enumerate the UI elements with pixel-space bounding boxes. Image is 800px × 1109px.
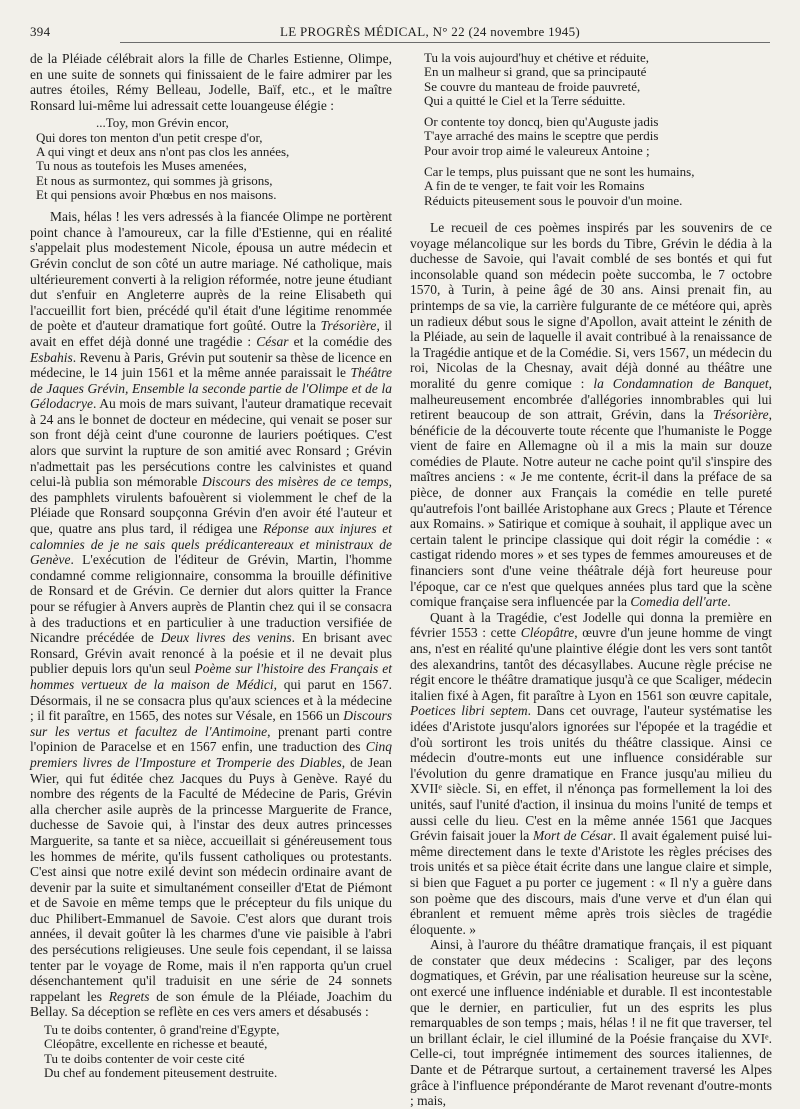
verse-line: Se couvre du manteau de froide pauvreté,: [424, 78, 641, 94]
verse-line: En un malheur si grand, que sa principauté: [424, 64, 647, 80]
paragraph-olimpe: de la Pléiade célébrait alors la fille de Charles Estienne, Olimpe, en une suite de sonnets qui finissaient de le faire admirer par les autres étoiles, Rémy Belleau, Jodelle, Baïf, etc., et le maître Ronsard lui-même lui adressait cette louangeuse élégie :: [30, 51, 392, 113]
verse-line: Or contente toy doncq, bien qu'Auguste jadis: [424, 114, 659, 130]
page-header: [30, 24, 770, 40]
verse-line: Car le temps, plus puissant que ne sont les humains,: [424, 164, 695, 180]
verse-sonnet-part1: [30, 1023, 392, 1080]
verse-line: Réduicts piteusement sous le pouvoir d'un moine.: [424, 192, 683, 208]
page-number: 394: [30, 24, 51, 39]
verse-sonnet-part4: [410, 165, 772, 208]
verse-line: Cléopâtre, excellente en richesse et beauté,: [44, 1036, 268, 1052]
running-title: LE PROGRÈS MÉDICAL, N° 22 (24 novembre 1945): [279, 24, 580, 39]
verse-line: T'aye arraché des mains le sceptre que perdis: [424, 128, 659, 144]
verse-line: Et qui pensions avoir Phœbus en nos maisons.: [36, 186, 277, 202]
paragraph-aurore: Ainsi, à l'aurore du théâtre dramatique français, il est piquant de constater que deux médecins : Scaliger, par des leçons dogmatiques, et Grévin, par une réalisation heureuse sur la scène, ont exercé une influence indéniable et durable. Il est incontestable que le dernier, en particulier, fut un des esprits les plus remarquables de son temps ; mais, hélas ! il ne fit que traverser, tel un brillant éclair, le ciel illuminé de la Poésie française du XVIᵉ. Celle-ci, tout imprégnée intimement des sources italiennes, de Dante et de Pétrarque surtout, a certainement traversé les Alpes grâce à l'influence prépondérante de Marot revenant d'outre-monts ; mais,: [410, 937, 772, 1109]
verse-line: Pour avoir trop aimé le valeureux Antoine ;: [424, 142, 650, 158]
verse-ronsard: [30, 116, 392, 202]
right-column: [410, 51, 772, 1109]
paragraph-tragedie: Quant à la Tragédie, c'est Jodelle qui donna la première en février 1553 : cette Cléopâtre, œuvre d'un jeune homme de vingt ans, n'est en réalité qu'une plaintive élégie dont les vers sont tantôt des alexandrins, tantôt des décasyllabes. Aucune règle précise ne régit encore le théâtre dramatique jusqu'à ce que Scaliger, médecin italien fixé à Agen, fit paraître à Lyon en 1561 son œuvre capitale, Poetices libri septem. Dans cet ouvrage, l'auteur systématise les idées d'Aristote jusqu'alors ignorées sur l'épopée et la tragédie et d'où sortiront les trois unités du théâtre classique. Ainsi ce médecin d'outre-monts eut une influence considérable sur l'évolution du genre dramatique en France jusqu'au milieu du XVIIᵉ siècle. Si, en effet, il n'énonça pas formellement la loi des unités, sauf l'unité d'action, il insinua du moins l'unité de temps et aussi celle du lieu. C'est en la même année 1561 que Jacques Grévin faisait jouer la Mort de César. Il avait également puisé lui-même directement dans le texte d'Aristote les règles précises des trois unités et sa pièce était écrite dans une langue claire et simple, si bien que Faguet a pu porter ce jugement : « Il n'y a guère dans son poème que des discours, mais d'une verve et d'un élan qui ébranlent et remuent même après trois siècles de tragédie éloquente. »: [410, 609, 773, 937]
verse-sonnet-part2: [410, 51, 772, 108]
verse-line: Qui dores ton menton d'un petit crespe d'or,: [36, 129, 263, 145]
verse-line: Qui a quitté le Ciel et la Terre séduitte.: [424, 92, 626, 108]
verse-line: Tu te doibs contenter de voir ceste cité: [44, 1050, 245, 1066]
verse-line: Tu la vois aujourd'huy et chétive et réduite,: [424, 50, 649, 65]
verse-line: A qui vingt et deux ans n'ont pas clos les années,: [36, 143, 290, 159]
left-column: [30, 51, 392, 1087]
verse-line: ...Toy, mon Grévin encor,: [96, 115, 229, 131]
verse-line: A fin de te venger, te fait voir les Romains: [424, 178, 645, 194]
verse-sonnet-part3: [410, 115, 772, 158]
verse-line: Du chef au fondement piteusement destruite.: [44, 1064, 278, 1080]
verse-line: Et nous as surmontez, qui sommes jà grisons,: [36, 172, 273, 188]
paragraph-recueil: Le recueil de ces poèmes inspirés par les souvenirs de ce voyage mélancolique sur les bords du Tibre, Grévin le dédia à la duchesse de Savoie, qui l'avait comblé de ses bontés et qui fut inconsolable quand son médecin poète succomba, le 7 octobre 1570, à Turin, à peine âgé de 30 ans. Ainsi prenait fin, au printemps de sa vie, la carrière fulgurante de ce météore qui, après un radieux début sous le signe d'Apollon, avait atteint le zénith de la Pléiade, au sein de laquelle il avait contribué à la renaissance de la Tragédie antique et de la Comédie. Si, vers 1567, un médecin du roi, Nicolas de la Chesnay, avait déjà donné au théâtre une moralité du genre comique : la Condamnation de Banquet, malheureusement encombrée d'allégories innombrables qui lui retirent beaucoup de son attrait, Grévin, dans la Trésorière, bénéficie de la découverte toute récente que l'humaniste le Pogge vient de faire en Allemagne où il a mis la main sur douze comédies de Plaute. Notre auteur ne cache point qu'il s'inspire des maîtres anciens : « Je me contente, écrit-il dans la préface de sa pièce, de donner aux Français la comédie en telle pureté qu'autrefois l'ont baillée Aristophane aux Grecs ; Plaute et Térence aux Romains. » Satirique et comique à souhait, il applique avec un certain talent le principe classique qui doit régir la comédie : « castigat ridendo mores » et ses types de femmes amoureuses et de financiers sont d'une veine théâtrale déjà fort heureuse pour l'époque, car ce n'est que quelques années plus tard que la scène comique française sera influencée par la Comedia dell'arte.: [410, 219, 772, 610]
verse-line: Tu te doibs contenter, ô grand'reine d'Egypte,: [44, 1022, 280, 1038]
paragraph-biography: Mais, hélas ! les vers adressés à la fiancée Olimpe ne portèrent point chance à l'amoureux, car la fille d'Estienne, qui en réalité s'appelait plus modestement Nicole, épousa un autre médecin et Grévin conclut de son côté un autre mariage. Né catholique, mais ultérieurement converti à la religion réformée, notre jeune étudiant dut s'enfuir en Angleterre auprès de la reine Elisabeth qui l'accueillit fort bien, précédé qu'il était d'une légitime renommée de poète et d'auteur dramatique fort goûté. Outre la Trésorière, il avait en effet déjà donné une tragédie : César et la comédie des Esbahis. Revenu à Paris, Grévin put soutenir sa thèse de licence en médecine, le 14 juin 1561 et la même année paraissait le Théâtre de Jaques Grévin, Ensemble la seconde partie de l'Olimpe et de la Gélodacrye. Au mois de mars suivant, l'auteur dramatique recevait à 24 ans le bonnet de docteur en médecine, qui venait se poser sur son front déjà ceint d'une couronne de lauriers poétiques. C'est alors que survint la rupture de son amitié avec Ronsard ; Grévin n'admettait pas les persécutions contre les calvinistes et quand celui-là publia son mémorable Discours des misères de ce temps, des pamphlets virulents bafouèrent si violemment le chef de la Pléiade que Ronsard soupçonna Grévin d'en avoir été l'auteur et que, quatre ans plus tard, il rédigea une Réponse aux injures et calomnies de je ne sais quels prédicantereaux et ministraux de Genève. L'exécution de l'éditeur de Grévin, Martin, l'homme condamné comme religionnaire, consomma la brouille définitive de Ronsard et de Grévin. Ce dernier dut alors quitter la France pour se réfugier à Anvers auprès de Plantin chez qui il se consacra à des traductions et en particulier à une traduction versifiée de Nicandre précédée de Deux livres des venins. En brisant avec Ronsard, Grévin avait renoncé à la poésie et il ne devait plus publier depuis lors qu'un seul Poème sur l'histoire des Français et hommes vertueux de la maison de Médici, qui parut en 1567. Désormais, il ne se consacra plus qu'aux sciences et à la médecine ; il fit paraître, en 1565, des notes sur Vésale, en 1566 un Discours sur les vertus et facultez de l'Antimoine, prenant parti contre l'opinion de Paracelse et en 1567 enfin, une traduction des Cinq premiers livres de l'Imposture et Tromperie des Diables, de Jean Wier, qui fut éditée chez Jacques du Puys à Genève. Rayé du nombre des régents de la Faculté de Médecine de Paris, Grévin alla chercher asile auprès de la princesse Marguerite de France, duchesse de Savoie qui, à l'instar des deux autres princesses Marguerite, sa tante et sa nièce, accueillait si généreusement tous les hommes de mérite, qu'ils fussent catholiques ou protestants. C'est ainsi que notre exilé devint son médecin ordinaire avant de devenir par la suite et simultanément conseiller d'Etat de Piémont et de Savoie en même temps que le précepteur du fils unique du duc Philibert-Emmanuel de Savoie. C'est alors que durant trois années, il devait goûter là les charmes d'une vie paisible à l'abri des persécutions religieuses. Une seule fois cependant, il se laissa tenter par le voyage de Rome, mais il n'en rapporta qu'un cruel désenchantement qu'il traduisit en une série de 24 sonnets rappelant les Regrets de son émule de la Pléiade, Joachim du Bellay. Sa déception se reflète en ces vers amers et désabusés :: [30, 209, 393, 1020]
verse-line: Tu nous as toutefois les Muses amenées,: [36, 158, 247, 174]
header-rule: [120, 42, 770, 43]
